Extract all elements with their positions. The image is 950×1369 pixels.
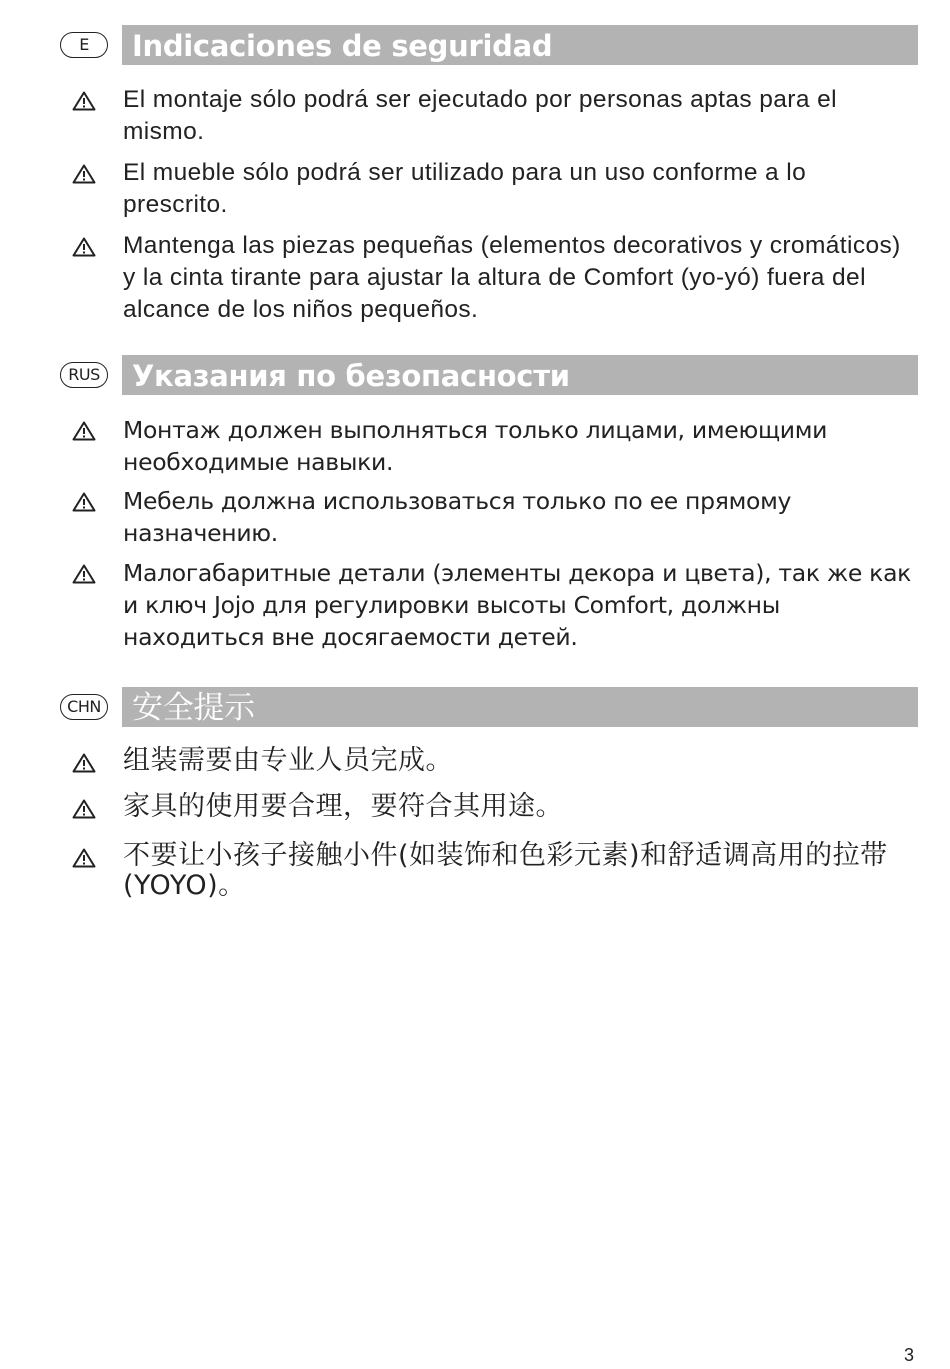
warning-text: El montaje sólo podrá ser ejecutado por personas aptas para el mismo. [123, 86, 837, 145]
warning-triangle-icon [72, 564, 96, 584]
warning-triangle-icon [72, 492, 96, 512]
section-title: Indicaciones de seguridad [132, 29, 553, 63]
warning-triangle-icon [72, 91, 96, 111]
warning-triangle-icon [72, 421, 96, 441]
language-badge: E [60, 32, 108, 58]
warning-text: Малогабаритные детали (элементы декора и цвета), так же как и ключ Jojo для регулировки высоты Comfort, должны находиться вне досягаемости детей. [123, 559, 912, 651]
language-badge: CHN [60, 694, 108, 720]
warning-text: 组装需要由专业人员完成。 [123, 745, 453, 776]
warning-triangle-icon [72, 848, 96, 868]
warning-triangle-icon [72, 237, 96, 257]
warning-text: Монтаж должен выполняться только лицами, имеющими необходимые навыки. [123, 416, 828, 476]
language-badge: RUS [60, 362, 108, 388]
section-title-bar [122, 687, 918, 727]
warning-text: El mueble sólo podrá ser utilizado para un uso conforme a lo prescrito. [123, 159, 807, 218]
warning-triangle-icon [72, 164, 96, 184]
section-header [0, 355, 950, 397]
section-title: 安全提示 [132, 690, 255, 726]
section-header [0, 687, 950, 729]
page-number: 3 [904, 1345, 915, 1365]
warning-text: Мебель должна использоваться только по ее прямому назначению. [123, 487, 792, 547]
warning-triangle-icon [72, 799, 96, 819]
warning-text: Mantenga las piezas pequeñas (elementos decorativos y cromáticos) y la cinta tirante para ajustar la altura de Comfort (yo-yó) fuera del alcance de los niños pequeños. [123, 232, 901, 323]
warning-triangle-icon [72, 753, 96, 773]
section-title-bar [122, 25, 918, 65]
section-header [0, 25, 950, 67]
warning-text: 不要让小孩子接触小件(如装饰和色彩元素)和舒适调高用的拉带(YOYO)。 [123, 840, 888, 901]
section-title-bar [122, 355, 918, 395]
section-title: Указания по безопасности [132, 359, 570, 393]
warning-text: 家具的使用要合理，要符合其用途。 [123, 791, 563, 822]
